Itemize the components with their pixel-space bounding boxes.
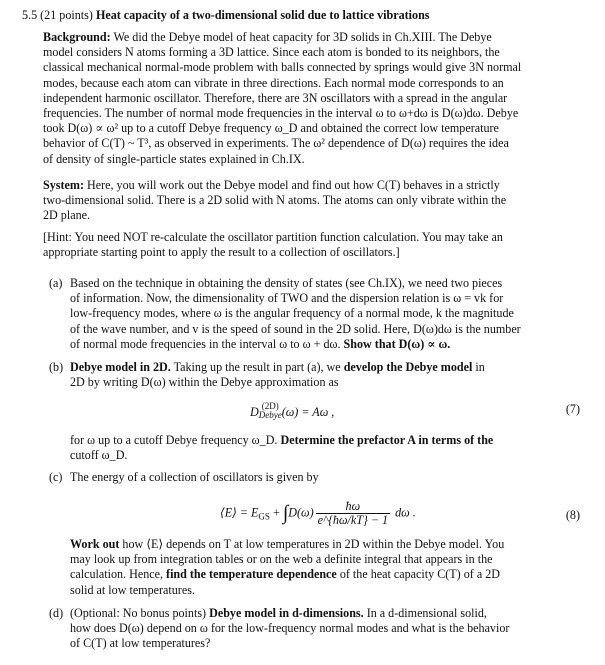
part-b-label: (b) [49, 360, 64, 374]
part-b-text: cutoff ω_D. [70, 448, 128, 463]
part-a-label: (a) [49, 276, 63, 290]
background-line: behavior of C(T) ~ T³, as observed in experiments. The ω² dependence of D(ω) requires the idea [43, 136, 509, 151]
part-d-text: of C(T) at low temperatures? [70, 636, 211, 651]
part-a-line: of normal mode frequencies in the interval ω to ω + dω. [70, 336, 341, 351]
background-line: classical mechanical normal-mode problem with balls connected by springs would give 3N normal [43, 60, 522, 75]
eq8-fraction [316, 500, 390, 527]
equation-8 [0, 500, 605, 532]
part-c-continued [49, 537, 583, 598]
part-d-label: (d) [49, 606, 64, 620]
part-c-text: solid at low temperatures. [70, 582, 195, 597]
eq8-energy: ⟨E⟩ = E [220, 505, 259, 520]
part-d-heading: Debye model in d-dimensions. [209, 606, 364, 620]
background-line: model considers N atoms forming a 3D lattice. Since each atom is bonded to its neighbors, the [43, 45, 500, 60]
part-c-task: Work out [70, 537, 120, 551]
eq7-subscript: Debye [258, 410, 282, 420]
part-c-text: The energy of a collection of oscillators is given by [70, 470, 319, 484]
part-c-task: find the temperature dependence [166, 567, 337, 582]
part-c-text: calculation. Hence, [70, 567, 164, 582]
system-label: System: [43, 178, 84, 192]
part-a-line: Based on the technique in obtaining the density of states (see Ch.IX), we need two pieces [70, 276, 503, 290]
problem-heading [22, 8, 592, 23]
hint-line: [Hint: You need NOT re-calculate the oscillator partition function calculation. You may take an [43, 230, 503, 244]
part-b-text: for ω up to a cutoff Debye frequency ω_D. [70, 433, 278, 447]
part-d-text: how does D(ω) depend on ω for the low-frequency normal modes and what is the behavior [70, 621, 510, 636]
system-paragraph [43, 178, 583, 224]
background-label: Background: [43, 30, 111, 44]
part-b-task: Determine the prefactor A in terms of the [280, 433, 494, 447]
eq7-superscript: (2D) [261, 401, 279, 411]
system-line: 2D plane. [43, 208, 91, 223]
part-d [49, 606, 583, 652]
part-d-optional: (Optional: No bonus points) [70, 606, 207, 620]
background-paragraph [43, 30, 583, 167]
eq8-number: (8) [565, 508, 580, 522]
part-b-heading: Debye model in 2D. [70, 360, 171, 374]
part-c-text: of the heat capacity C(T) of a 2D [339, 567, 500, 582]
system-line: two-dimensional solid. There is a 2D solid with N atoms. The atoms can only vibrate within the [43, 193, 507, 208]
background-line: of density of single-particle states explained in Ch.IX. [43, 151, 305, 166]
part-a-line: low-frequency modes, where ω is the angular frequency of a normal mode, k the magnitude [70, 306, 514, 321]
problem-number: 5.5 [22, 8, 38, 22]
eq7-number: (7) [565, 402, 580, 416]
part-c-text: may look up from integration tables or on the web a definite integral that appears in the [70, 552, 493, 567]
background-line: independent harmonic oscillator. Therefore, there are 3N oscillators with a spread in the angular [43, 90, 508, 105]
part-b-task: develop the Debye model [343, 360, 473, 374]
part-a-task: Show that D(ω) ∝ ω. [343, 336, 451, 351]
part-b [49, 360, 583, 390]
eq8-denominator: e^{ħω/kT} − 1 [317, 513, 389, 527]
system-line: Here, you will work out the Debye model and find out how C(T) behaves in a strictly [87, 178, 500, 192]
eq7-d-symbol: D [250, 405, 259, 419]
part-c-label: (c) [49, 470, 63, 484]
background-line: We did the Debye model of heat capacity for 3D solids in Ch.XIII. The Debye [113, 30, 492, 44]
eq8-differential: dω . [395, 505, 416, 520]
part-c [49, 470, 583, 485]
part-a-line: of information. Now, the dimensionality of TWO and the dispersion relation is ω = vk for [70, 291, 504, 306]
eq8-density: D(ω) [288, 505, 314, 520]
part-b-text: Taking up the result in part (a), we [173, 360, 341, 374]
part-a [49, 276, 583, 352]
part-b-continued [49, 433, 583, 463]
hint-line: appropriate starting point to apply the result to a collection of oscillators.] [43, 245, 400, 260]
problem-points: (21 points) [40, 8, 93, 22]
part-b-text: in [475, 360, 485, 374]
part-c-text: how ⟨E⟩ depends on T at low temperatures in 2D within the Debye model. You [122, 537, 505, 551]
integral-symbol: ∫ [282, 501, 289, 524]
background-line: modes, because each atom can vibrate in three directions. Each normal mode corresponds to an [43, 75, 504, 90]
part-b-text: 2D by writing D(ω) within the Debye approximation as [70, 375, 339, 390]
eq8-numerator: ħω [316, 500, 390, 514]
eq7-rhs: (ω) = Aω , [281, 405, 335, 419]
eq8-gs-subscript: GS [258, 511, 270, 522]
part-a-line: of the wave number, and v is the speed of sound in the 2D solid. Here, D(ω)dω is the number [70, 321, 521, 336]
eq8-plus: + [269, 505, 283, 520]
background-line: took D(ω) ∝ ω² up to a cutoff Debye frequency ω_D and obtained the correct low temperature [43, 121, 499, 136]
part-d-text: In a d-dimensional solid, [366, 606, 487, 620]
background-line: frequencies. The number of normal mode frequencies in the interval ω to ω+dω is D(ω)dω. Debye [43, 106, 519, 121]
equation-7 [0, 402, 605, 426]
problem-title: Heat capacity of a two-dimensional solid due to lattice vibrations [95, 8, 430, 22]
hint-paragraph [43, 230, 583, 260]
